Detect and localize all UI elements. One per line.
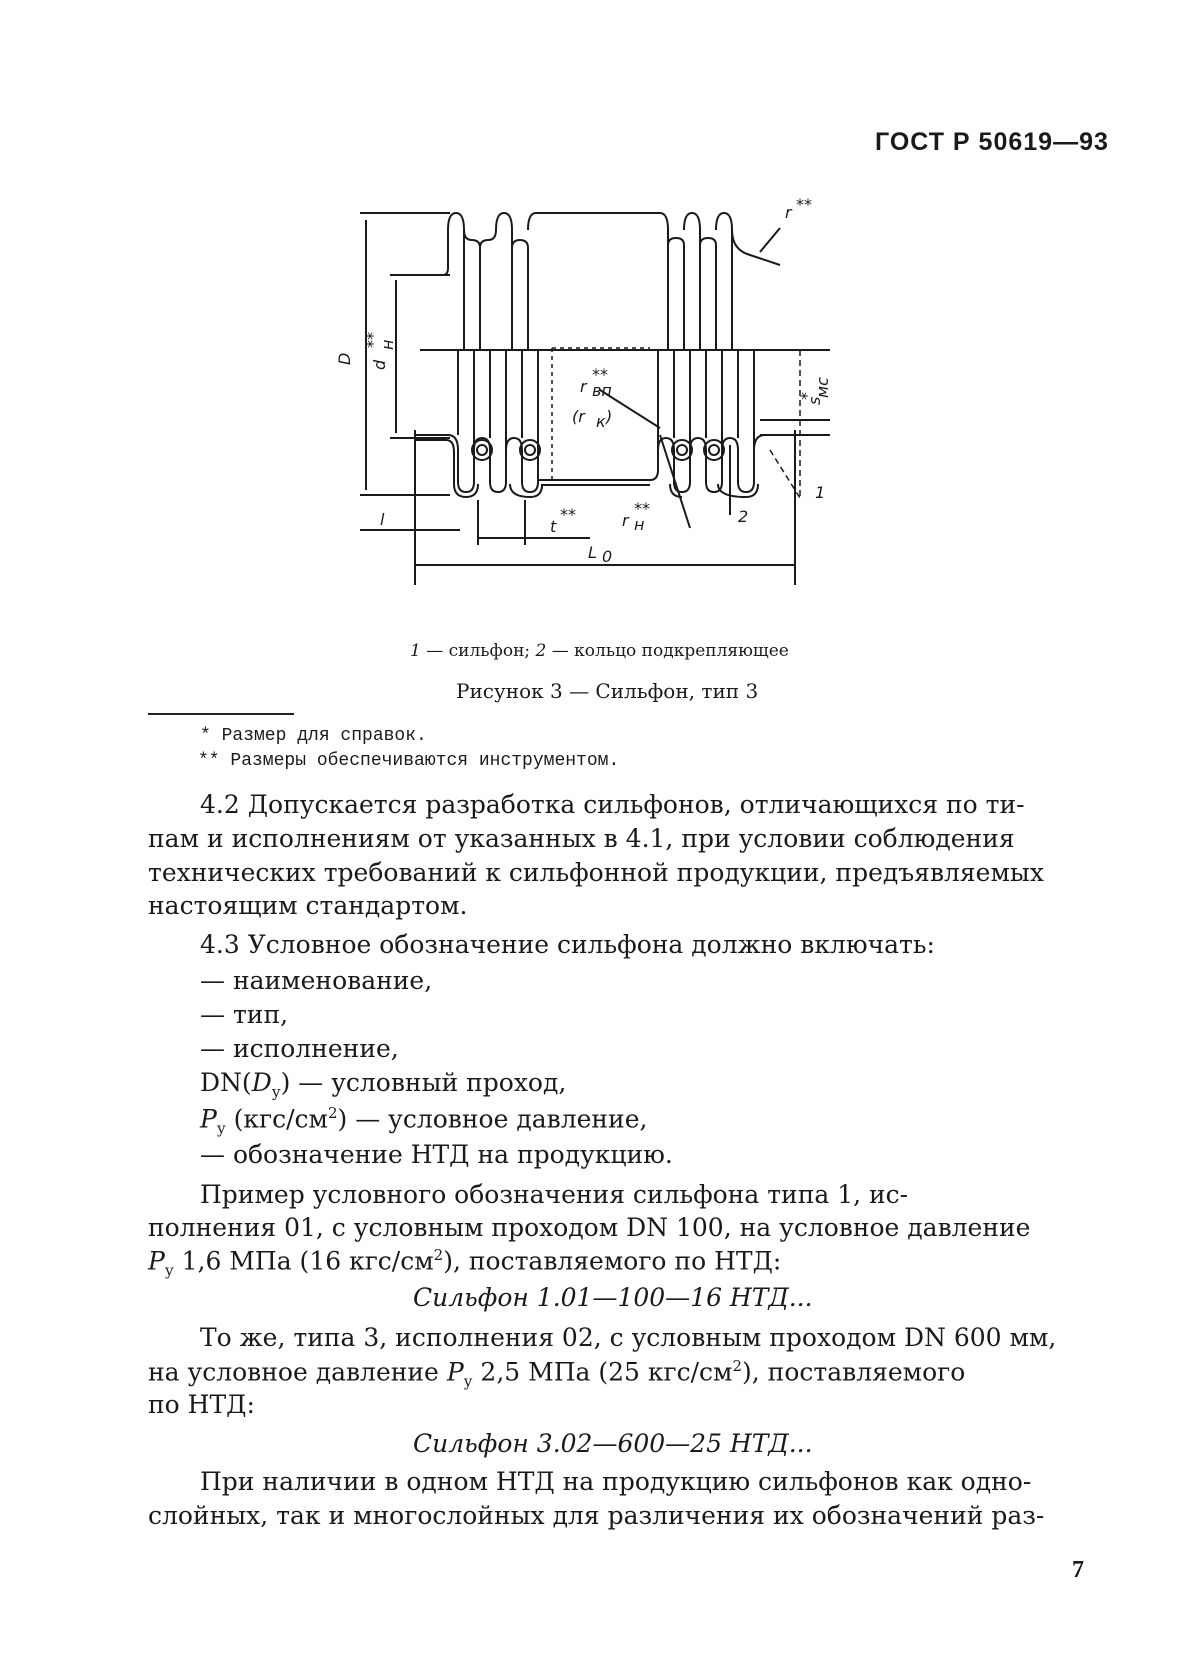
label-r-vn: r [580, 377, 587, 396]
footnote-divider [148, 713, 294, 715]
lower-convolutions [415, 435, 780, 492]
label-t: t [550, 517, 557, 536]
bellows-figure [335, 195, 860, 590]
label-L0: L [588, 543, 597, 562]
standard-number-header: ГОСТ Р 50619—93 [875, 128, 1109, 156]
legend-item2-num: 2 [535, 641, 547, 661]
label-r-vn-sub: вп [592, 381, 612, 400]
example2-line-3: по НТД: [148, 1390, 255, 1419]
example1-line-3: $P_у$ 1,6 МПа (16 кгс/$см^2$), поставляемого по НТД: [148, 1246, 782, 1280]
list-item-name: — наименование, [200, 966, 433, 995]
example2-line-1: То же, типа 3, исполнения 02, с условным проходом DN 600 мм, [200, 1323, 1057, 1352]
ring-2-inner [525, 445, 535, 455]
r-h-leader [660, 435, 690, 528]
label-s-star: * [797, 392, 816, 400]
list-item-dn: $DN(D_у)$ — условный проход, [200, 1068, 567, 1101]
r-top-leader [760, 228, 780, 252]
legend-item1-text: — сильфон; [420, 641, 536, 661]
label-dh: d [370, 359, 389, 370]
figure-legend [410, 641, 789, 661]
example1-line-2: полнения 01, с условным проходом DN 100, на условное давление [148, 1213, 1031, 1242]
closing-line-2: слойных, так и многослойных для различения их обозначений раз- [148, 1501, 1045, 1530]
figure-caption: Рисунок 3 — Сильфон, тип 3 [456, 679, 759, 703]
para-4-2-line-2: пам и исполнениям от указанных в 4.1, при условии соблюдения [148, 824, 1015, 853]
label-dh-star: ** [363, 332, 382, 348]
callout-1: 1 [815, 483, 826, 502]
para-4-2-line-3: технических требований к сильфонной продукции, предъявляемых [148, 858, 1044, 887]
label-r-k: (r [572, 407, 585, 426]
para-4-3-intro: 4.3 Условное обозначение сильфона должно включать: [200, 930, 935, 959]
example2-line-2: на условное давление $P_у$ 2,5 МПа (25 кгс/$см^2$), поставляемого [148, 1357, 966, 1391]
list-item-py: $P_у$ $(кгс/см^2)$ — условное давление, [200, 1104, 648, 1138]
ring-3-inner [677, 445, 687, 455]
list-item-version: — исполнение, [200, 1034, 399, 1063]
label-r-k-sub: к [596, 412, 606, 431]
label-s-sub: мс [813, 377, 832, 398]
label-l: l [380, 510, 385, 529]
callout-2: 2 [738, 507, 749, 526]
label-r-top: r [785, 203, 792, 222]
label-r-k-close: ) [606, 407, 613, 426]
closing-line-1: При наличии в одном НТД на продукцию сильфонов как одно- [200, 1467, 1032, 1496]
label-dh-sub: н [378, 339, 397, 350]
list-item-type: — тип, [200, 1000, 289, 1029]
example1-line-1: Пример условного обозначения сильфона типа 1, ис- [200, 1180, 909, 1209]
outer-contour [435, 213, 780, 350]
list-item-ntd: — обозначение НТД на продукцию. [200, 1140, 673, 1169]
page-number: 7 [1072, 1557, 1084, 1583]
para-4-2-line-4: настоящим стандартом. [148, 891, 468, 920]
ring-1-inner [477, 445, 487, 455]
legend-item1-num: 1 [410, 641, 421, 661]
label-r-h-star: ** [634, 499, 650, 518]
label-r-vn-star: ** [592, 365, 608, 384]
label-L0-sub: 0 [602, 547, 613, 566]
example2-designation: Сильфон 3.02—600—25 НТД... [413, 1429, 813, 1458]
label-r-h: r [622, 511, 629, 530]
label-s: s [805, 396, 824, 405]
label-r-top-star: ** [796, 195, 812, 214]
ring-4-inner [709, 445, 719, 455]
legend-item2-text: — кольцо подкрепляющее [546, 641, 789, 661]
footnote-1: * Размер для справок. [200, 726, 427, 746]
example1-designation: Сильфон 1.01—100—16 НТД... [413, 1283, 813, 1312]
label-t-star: ** [560, 505, 576, 524]
footnote-2: ** Размеры обеспечиваются инструментом. [198, 751, 620, 771]
label-r-h-sub: н [634, 515, 645, 534]
para-4-2-line-1: 4.2 Допускается разработка сильфонов, отличающихся по ти- [200, 790, 1025, 819]
label-D: D [335, 352, 354, 365]
